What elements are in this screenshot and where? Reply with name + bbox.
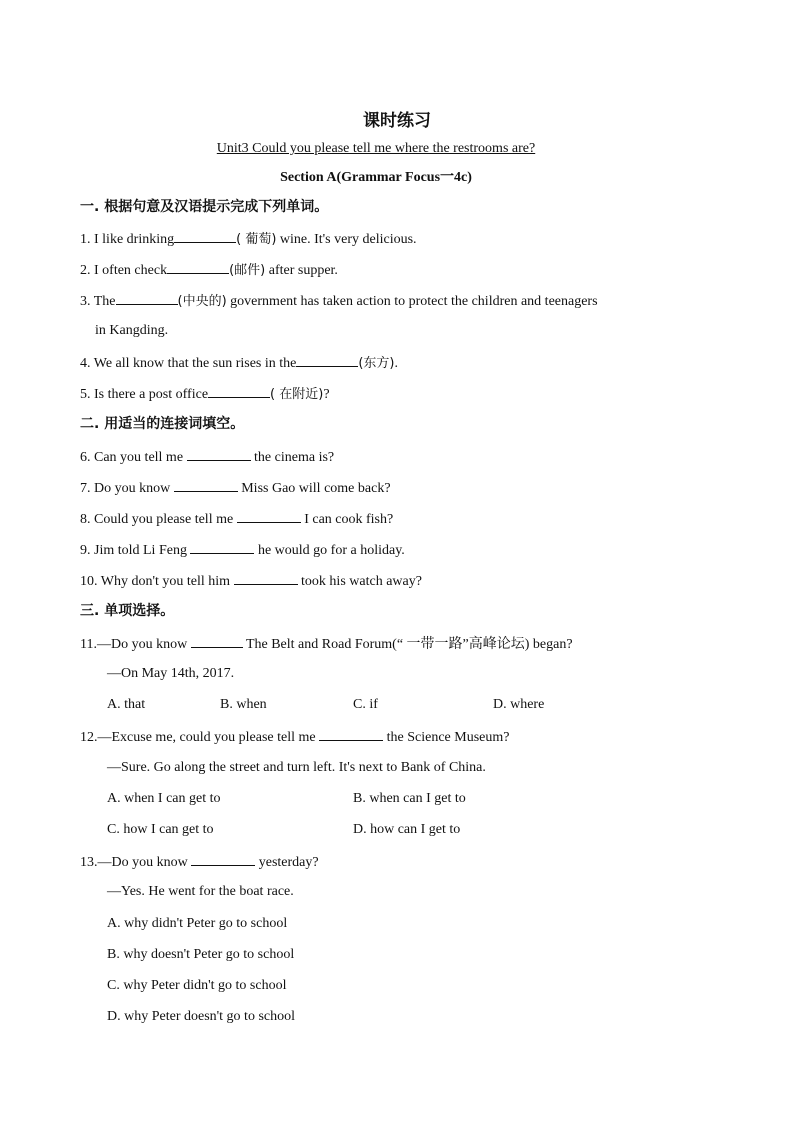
option-d[interactable]: D. how can I get to [353,822,461,837]
question-8 [80,508,393,530]
question-text: 11.—Do you know [80,637,191,652]
question-text: 8. Could you please tell me [80,512,237,527]
hint-text: (邮件) [229,263,266,278]
option-b[interactable]: B. why doesn't Peter go to school [107,947,295,962]
option-b[interactable]: B. when [220,697,267,712]
question-6 [80,446,334,468]
question-text: 12.—Excuse me, could you please tell me [80,730,320,745]
answer-blank[interactable] [234,570,298,585]
question-11-answer: —On May 14th, 2017. [107,666,235,681]
unit-subtitle: Unit3 Could you please tell me where the restrooms are? [216,141,536,156]
question-3-continuation: in Kangding. [95,323,169,338]
question-text: after supper. [265,263,338,278]
option-b[interactable]: B. when can I get to [353,791,466,806]
question-13 [80,851,319,873]
question-text: took his watch away? [297,574,422,589]
answer-blank[interactable] [191,633,243,648]
page-title: 课时练习 [363,111,431,131]
question-text: 6. Can you tell me [80,450,187,465]
section-title: Section A(Grammar Focus一4c) [280,170,472,185]
question-10 [80,570,422,592]
question-12-answer: —Sure. Go along the street and turn left. It's next to Bank of China. [107,760,486,775]
option-a[interactable]: A. why didn't Peter go to school [107,916,288,931]
question-text: I can cook fish? [300,512,394,527]
option-c[interactable]: C. why Peter didn't go to school [107,978,287,993]
hint-text: ( 在附近) [270,387,324,402]
question-text: 10. Why don't you tell him [80,574,234,589]
question-2 [80,259,338,281]
answer-blank[interactable] [208,383,270,398]
question-text: ? [323,387,330,402]
option-d[interactable]: D. why Peter doesn't go to school [107,1009,296,1024]
answer-blank[interactable] [174,228,236,243]
question-text: The Belt and Road Forum(“ 一带一路”高峰论坛) began? [242,637,573,652]
part2-heading: 二. 用适当的连接词填空。 [80,416,245,432]
answer-blank[interactable] [190,539,254,554]
question-3 [80,290,598,312]
question-7 [80,477,391,499]
question-text: . [394,356,399,371]
part3-heading: 三. 单项选择。 [80,603,175,619]
question-13-answer: —Yes. He went for the boat race. [107,884,294,899]
question-text: 7. Do you know [80,481,174,496]
question-5 [80,383,330,405]
question-text: the Science Museum? [383,730,510,745]
option-a[interactable]: A. when I can get to [107,791,221,806]
answer-blank[interactable] [116,290,178,305]
question-text: 5. Is there a post office [80,387,209,402]
option-c[interactable]: C. how I can get to [107,822,214,837]
question-11 [80,633,573,655]
question-text: 2. I often check [80,263,168,278]
question-text: yesterday? [255,855,319,870]
option-c[interactable]: C. if [353,697,378,712]
question-text: 9. Jim told Li Feng [80,543,191,558]
question-12 [80,726,509,748]
answer-blank[interactable] [296,352,358,367]
answer-blank[interactable] [174,477,238,492]
question-text: 3. The [80,294,116,309]
question-text: he would go for a holiday. [254,543,405,558]
answer-blank[interactable] [191,851,255,866]
question-text: 1. I like drinking [80,232,175,247]
answer-blank[interactable] [237,508,301,523]
option-a[interactable]: A. that [107,697,146,712]
option-d[interactable]: D. where [493,697,545,712]
part1-heading: 一. 根据句意及汉语提示完成下列单词。 [80,199,329,215]
question-text: the cinema is? [250,450,335,465]
question-4 [80,352,398,374]
answer-blank[interactable] [187,446,251,461]
question-text: wine. It's very delicious. [276,232,417,247]
hint-text: (中央的) [177,294,227,309]
question-text: Miss Gao will come back? [237,481,391,496]
question-text: 4. We all know that the sun rises in the [80,356,297,371]
answer-blank[interactable] [319,726,383,741]
hint-text: ( 葡萄) [236,232,277,247]
question-text: 13.—Do you know [80,855,192,870]
question-text: government has taken action to protect the children and teenagers [226,294,598,309]
hint-text: (东方) [358,356,395,371]
answer-blank[interactable] [167,259,229,274]
question-1 [80,228,417,250]
question-9 [80,539,405,561]
